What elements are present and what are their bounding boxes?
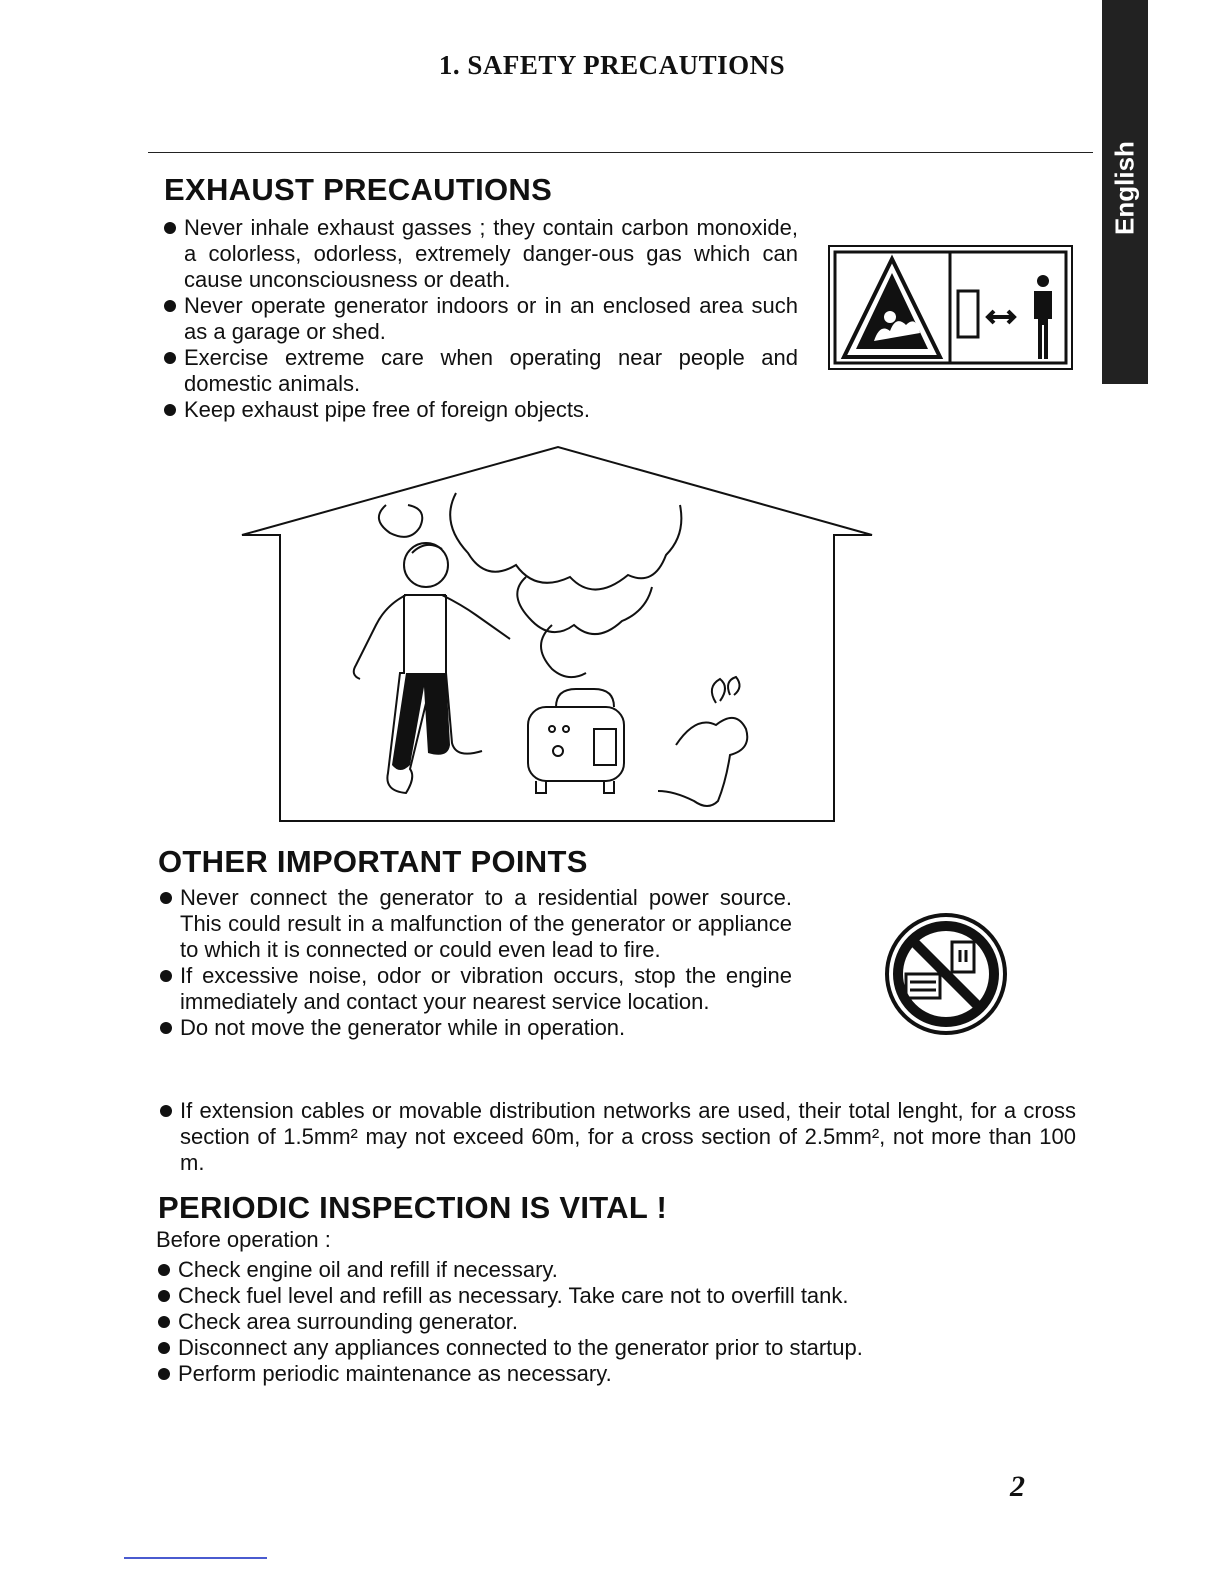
footer-divider [124, 1557, 267, 1559]
list-item: If excessive noise, odor or vibration occurs, stop the engine immediately and contact your nearest service location. [158, 963, 792, 1015]
list-item: Perform periodic maintenance as necessary. [156, 1361, 1056, 1387]
other-points-heading: OTHER IMPORTANT POINTS [158, 844, 588, 879]
list-item: Check engine oil and refill if necessary. [156, 1257, 1056, 1283]
inspection-list [156, 1257, 1056, 1387]
no-connection-prohibited-icon [884, 912, 1008, 1036]
before-operation-label: Before operation : [156, 1227, 331, 1252]
list-item: Never connect the generator to a residential power source. This could result in a malfunction of the generator or appliance to which it is connected or could even lead to fire. [158, 885, 792, 963]
language-tab [1102, 0, 1148, 384]
list-item: Check fuel level and refill as necessary. Take care not to overfill tank. [156, 1283, 1056, 1309]
list-item: Keep exhaust pipe free of foreign objects. [162, 397, 798, 423]
exhaust-list [162, 215, 798, 423]
language-tab-label: English [1109, 141, 1140, 235]
list-item: Do not move the generator while in operation. [158, 1015, 792, 1041]
list-item: Disconnect any appliances connected to the generator prior to startup. [156, 1335, 1056, 1361]
list-item: Exercise extreme care when operating near people and domestic animals. [162, 345, 798, 397]
inspection-heading: PERIODIC INSPECTION IS VITAL ! [158, 1190, 668, 1225]
other-points-list [158, 885, 792, 1041]
title-divider [148, 152, 1093, 153]
page-title: 1. SAFETY PRECAUTIONS [438, 50, 786, 80]
list-item: Check area surrounding generator. [156, 1309, 1056, 1335]
page-number: 2 [1010, 1470, 1025, 1503]
exhaust-heading: EXHAUST PRECAUTIONS [164, 172, 553, 207]
list-item: Never inhale exhaust gasses ; they contain carbon monoxide, a colorless, odorless, extremely danger-ous gas which can cause unconsciousness or death. [162, 215, 798, 293]
list-item: Never operate generator indoors or in an enclosed area such as a garage or shed. [162, 293, 798, 345]
exhaust-warning-pictogram-icon [828, 245, 1074, 371]
other-points-list-wide [158, 1098, 1076, 1176]
exhaust-danger-illustration [236, 445, 876, 825]
list-item: If extension cables or movable distribution networks are used, their total lenght, for a cross section of 1.5mm² may not exceed 60m, for a cross section of 2.5mm², not more than 100 m. [158, 1098, 1076, 1176]
